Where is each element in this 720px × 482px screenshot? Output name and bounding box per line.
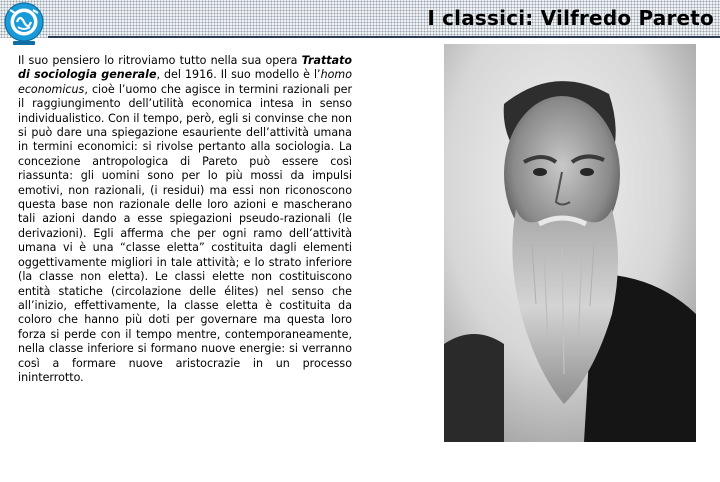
portrait-photo [444, 44, 696, 442]
network-globe-logo [2, 1, 46, 47]
homo-economicus-term: homo economicus [18, 68, 352, 96]
book-title: Trattato di sociologia generale [18, 54, 352, 82]
body-paragraph [18, 54, 352, 385]
header-rule [48, 36, 720, 38]
body-text-segment: , del 1916. Il suo modello è l’ [156, 68, 321, 82]
page-title: I classici: Vilfredo Pareto [427, 6, 714, 30]
body-text-segment: Il suo pensiero lo ritroviamo tutto nella sua opera [18, 54, 302, 67]
body-text-segment: , cioè l’uomo che agisce in termini razionali per il raggiungimento dell’utilità economica intesa in senso individualistico. Con il tempo, però, egli si convinse che non si può dare una spiegazione esauriente dell’attività umana in termini economici: si rivolse pertanto alla sociologia. La concezione antropologica di Pareto può essere così riassunta: gli uomini sono per lo più mossi da impulsi emotivi, non razionali, (i residui) ma essi non riconoscono questa base non razionale delle loro azioni e mascherano tali azioni dando a esse spiegazioni pseudo-razionali (le derivazioni). Egli afferma che per ogni ramo dell’attività umana vi è una “classe eletta” costituita dagli elementi oggettivamente migliori in tale attività; e lo strato inferiore (la classe non eletta). Le classi elette non costituiscono entità statiche (circolazione delle élites) nel senso che all’inizio, effettivamente, la classe eletta è costituita da coloro che hanno più doti per governare ma questa loro forza si perde con il tempo mentre, contemporaneamente, nella classe inferiore si formano nuove energie: si verranno così a formare nuove aristocrazie in un processo ininterrotto. [18, 82, 352, 384]
